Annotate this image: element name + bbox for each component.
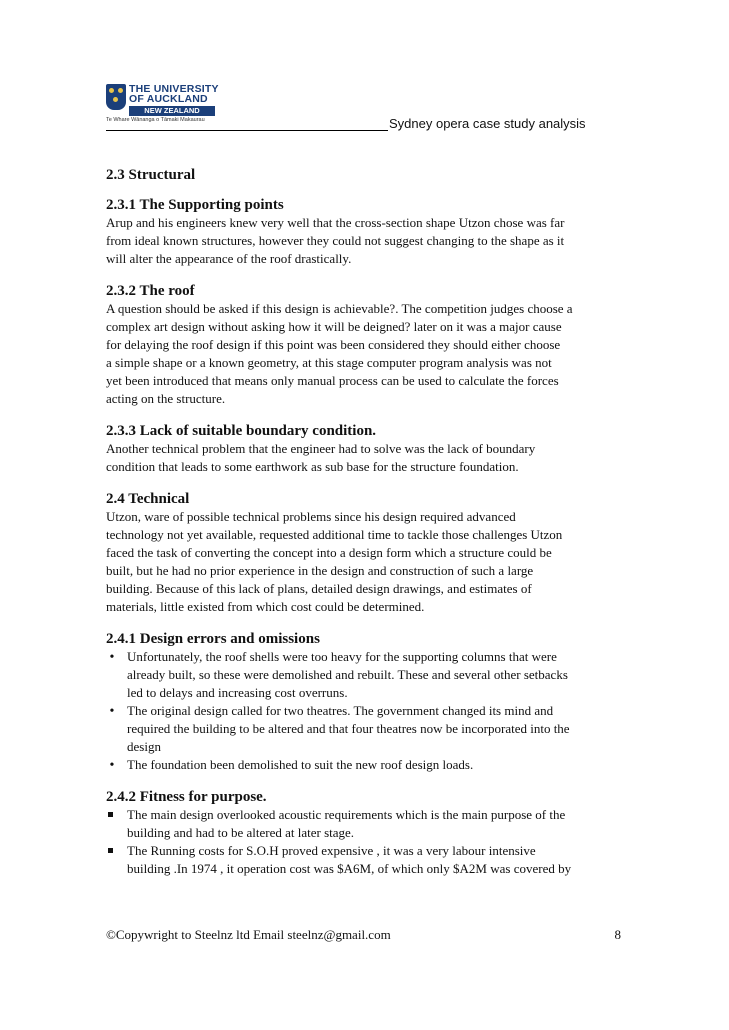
paragraph — [106, 508, 621, 616]
text-line: already built, so these were demolished and rebuilt. These and several other setbacks — [127, 667, 568, 682]
logo-maori-text: Te Whare Wānanga o Tāmaki Makaurau — [106, 117, 205, 123]
section-2-3-3 — [106, 422, 621, 476]
section-2-4-2 — [106, 788, 621, 878]
section-heading: 2.3.2 The roof — [106, 283, 195, 299]
text-line: materials, little existed from which cost could be determined. — [106, 599, 425, 614]
text-line: faced the task of converting the concept into a design form which a structure could be — [106, 545, 552, 560]
text-line: yet been introduced that means only manual process can be used to calculate the forces — [106, 373, 559, 388]
text-line: Another technical problem that the engineer had to solve was the lack of boundary — [106, 441, 536, 456]
list-item — [106, 756, 621, 774]
paragraph — [106, 214, 621, 268]
text-line: The Running costs for S.O.H proved expensive , it was a very labour intensive — [127, 843, 536, 858]
bullet-icon — [106, 648, 118, 667]
list-item — [106, 702, 621, 756]
text-line: will alter the appearance of the roof drastically. — [106, 251, 352, 266]
bullet-list — [106, 648, 621, 774]
crest-icon — [106, 84, 126, 110]
paragraph — [106, 300, 621, 408]
text-line: led to delays and increasing cost overruns. — [127, 685, 348, 700]
section-heading: 2.4 Technical — [106, 491, 190, 507]
section-2-4 — [106, 490, 621, 616]
text-line: acting on the structure. — [106, 391, 226, 406]
text-line: a simple shape or a known geometry, at this stage computer program analysis was not — [106, 355, 552, 370]
section-2-3-2 — [106, 282, 621, 408]
section-2-3 — [106, 166, 621, 184]
text-line: technology not yet available, requested additional time to tackle those challenges Utzon — [106, 527, 563, 542]
section-heading: 2.3.3 Lack of suitable boundary condition. — [106, 423, 377, 439]
text-line: condition that leads to some earthwork as sub base for the structure foundation. — [106, 459, 519, 474]
text-line: building and had to be altered at later stage. — [127, 825, 355, 840]
text-line: from ideal known structures, however they could not suggest changing to the shape as it — [106, 233, 565, 248]
text-line: Utzon, ware of possible technical problems since his design required advanced — [106, 509, 516, 524]
page-footer — [106, 926, 621, 944]
section-2-4-1 — [106, 630, 621, 774]
bullet-icon — [106, 756, 118, 775]
text-line: design — [127, 739, 161, 754]
text-line: Arup and his engineers knew very well that the cross-section shape Utzon chose was far — [106, 215, 565, 230]
text-line: The original design called for two theatres. The government changed its mind and — [127, 703, 554, 718]
logo-band: NEW ZEALAND — [129, 106, 215, 116]
text-line: for delaying the roof design if this point was been considered they should either choose — [106, 337, 561, 352]
text-line: A question should be asked if this design is achievable?. The competition judges choose a — [106, 301, 573, 316]
university-logo — [106, 84, 224, 128]
section-heading: 2.4.1 Design errors and omissions — [106, 631, 320, 647]
logo-line-1: THE UNIVERSITY — [129, 83, 219, 95]
bullet-icon — [106, 702, 118, 721]
text-line: Unfortunately, the roof shells were too heavy for the supporting columns that were — [127, 649, 557, 664]
text-line: required the building to be altered and that four theatres now be incorporated into the — [127, 721, 570, 736]
section-heading: 2.3 Structural — [106, 167, 196, 183]
list-item — [106, 806, 621, 842]
copyright-text: ©Copywright to Steelnz ltd Email steelnz@gmail.com — [106, 927, 391, 942]
header-rule — [106, 130, 388, 131]
list-item — [106, 842, 621, 878]
header-title: Sydney opera case study analysis — [389, 116, 586, 131]
text-line: The foundation been demolished to suit the new roof design loads. — [127, 757, 474, 772]
logo-line-2: OF AUCKLAND — [129, 93, 208, 105]
section-2-3-1 — [106, 196, 621, 268]
paragraph — [106, 440, 621, 476]
bullet-list — [106, 806, 621, 878]
section-heading: 2.3.1 The Supporting points — [106, 197, 284, 213]
section-heading: 2.4.2 Fitness for purpose. — [106, 789, 267, 805]
text-line: The main design overlooked acoustic requirements which is the main purpose of the — [127, 807, 566, 822]
list-item — [106, 648, 621, 702]
page-number: 8 — [614, 927, 621, 942]
text-line: building. Because of this lack of plans, detailed design drawings, and estimates of — [106, 581, 532, 596]
text-line: complex art design without asking how it will be deigned? later on it was a major cause — [106, 319, 562, 334]
page-header — [106, 84, 620, 132]
page-body — [106, 166, 621, 892]
text-line: built, but he had no prior experience in the design and construction of such a large — [106, 563, 534, 578]
text-line: building .In 1974 , it operation cost was $A6M, of which only $A2M was covered by — [127, 861, 572, 876]
